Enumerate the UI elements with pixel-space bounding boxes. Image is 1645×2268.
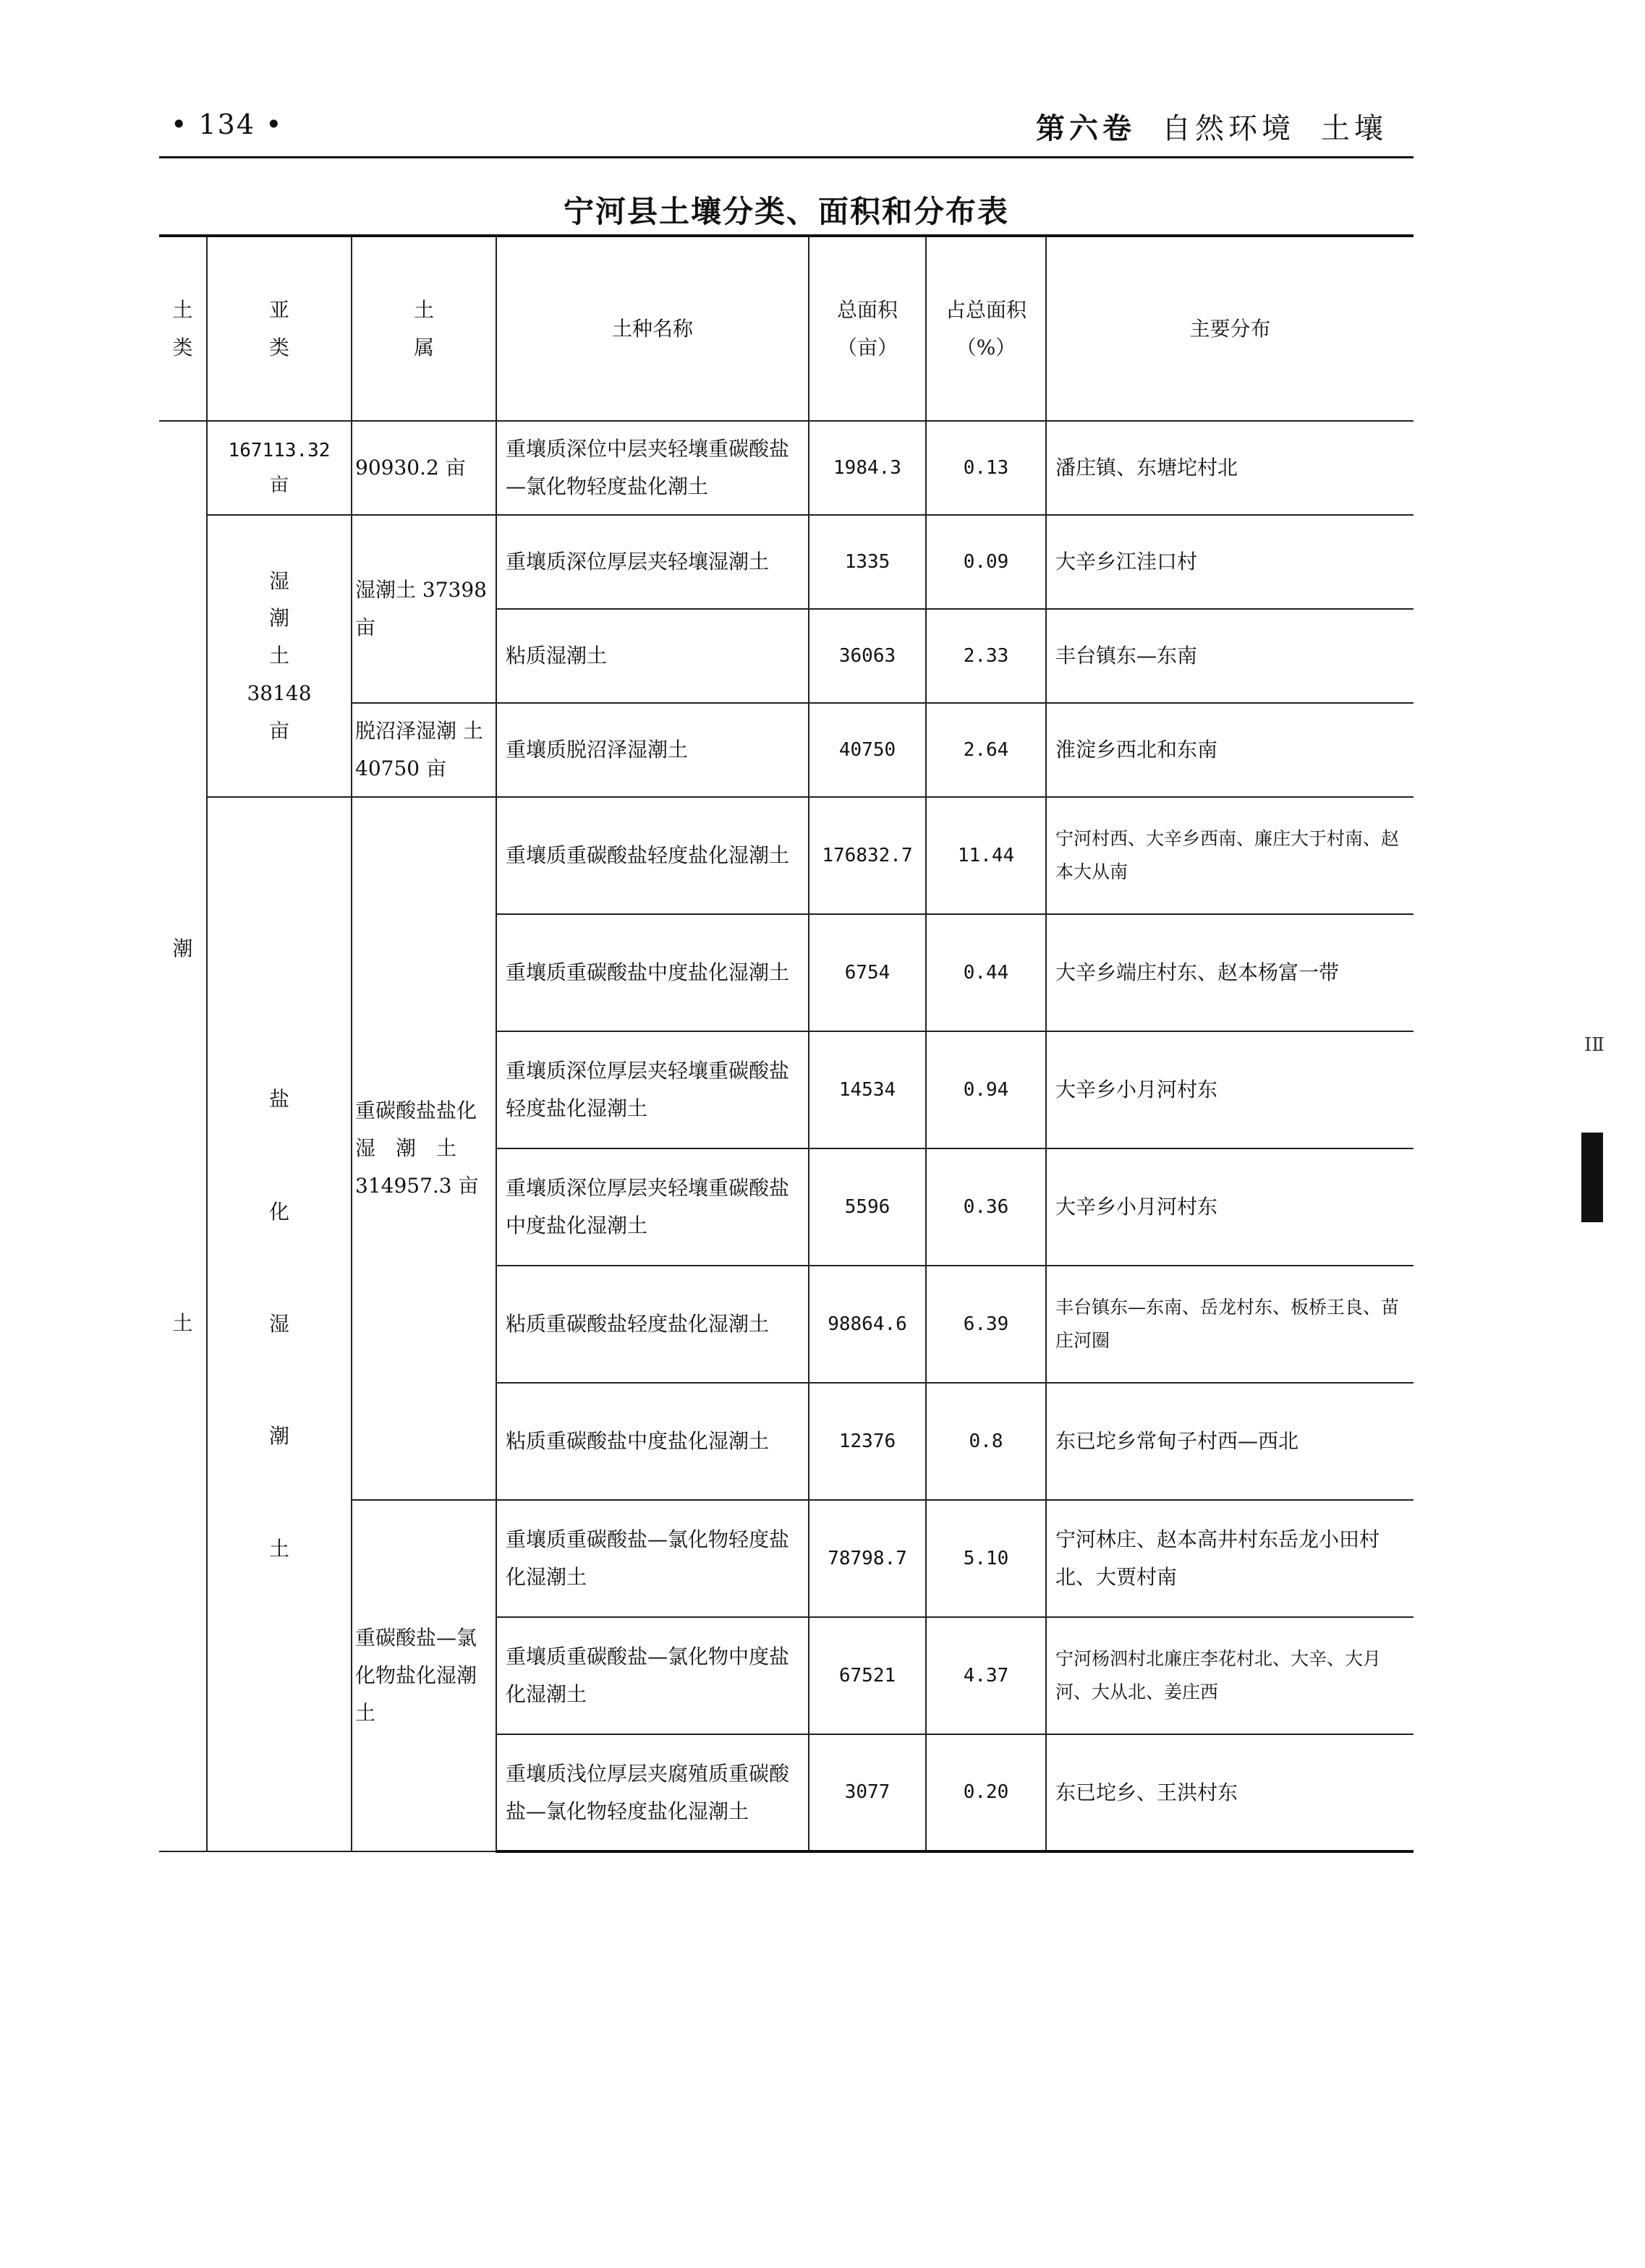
col-soil-class: 土 类 [159,236,207,421]
area-cell: 78798.7 [809,1500,926,1617]
percent-cell: 2.33 [926,609,1046,703]
table-row [159,515,1414,609]
col-subclass: 亚 类 [207,236,352,421]
distribution-cell: 东已坨乡、王洪村东 [1046,1734,1414,1851]
col-species: 土种名称 [496,236,809,421]
percent-cell: 0.94 [926,1031,1046,1148]
percent-cell: 0.20 [926,1734,1046,1851]
species-cell: 重壤质深位中层夹轻壤重碳酸盐—氯化物轻度盐化潮土 [496,421,809,515]
species-cell: 重壤质脱沼泽湿潮土 [496,703,809,797]
distribution-cell: 淮淀乡西北和东南 [1046,703,1414,797]
area-cell: 67521 [809,1617,926,1734]
percent-cell: 0.36 [926,1148,1046,1266]
distribution-cell: 丰台镇东—东南 [1046,609,1414,703]
col-distribution: 主要分布 [1046,236,1414,421]
margin-mark-text: ⅠⅡ [1584,1034,1604,1056]
species-cell: 重壤质深位厚层夹轻壤湿潮土 [496,515,809,609]
section-label: 自然环境 [1162,112,1295,145]
col-genus: 土 属 [352,236,496,421]
genus-cell: 湿潮土 37398 亩 [352,515,496,703]
area-cell: 12376 [809,1383,926,1500]
table-title: 宁河县土壤分类、面积和分布表 [563,194,1009,229]
percent-cell: 5.10 [926,1500,1046,1617]
distribution-cell: 大辛乡小月河村东 [1046,1031,1414,1148]
genus-cell: 重碳酸盐—氯 化物盐化湿潮 土 [352,1500,496,1851]
species-cell: 重壤质深位厚层夹轻壤重碳酸盐中度盐化湿潮土 [496,1148,809,1266]
percent-cell: 0.44 [926,914,1046,1031]
distribution-cell: 东已坨乡常甸子村西—西北 [1046,1383,1414,1500]
distribution-cell: 宁河村西、大辛乡西南、廉庄大于村南、赵本大从南 [1046,797,1414,914]
area-cell: 14534 [809,1031,926,1148]
page-edge-tab [1581,1133,1603,1222]
header-rule [159,156,1414,158]
distribution-cell: 宁河林庄、赵本高井村东岳龙小田村北、大贾村南 [1046,1500,1414,1617]
species-cell: 粘质重碳酸盐中度盐化湿潮土 [496,1383,809,1500]
subclass-cell: 盐 化 湿 潮 土 [207,797,352,1851]
species-cell: 重壤质重碳酸盐轻度盐化湿潮土 [496,797,809,914]
percent-cell: 0.8 [926,1383,1046,1500]
subclass-cell: 167113.32 亩 [207,421,352,515]
area-cell: 1984.3 [809,421,926,515]
soil-classification-table [159,234,1414,1853]
table-row [159,797,1414,914]
percent-cell: 0.13 [926,421,1046,515]
area-cell: 3077 [809,1734,926,1851]
distribution-cell: 大辛乡江洼口村 [1046,515,1414,609]
percent-cell: 4.37 [926,1617,1046,1734]
genus-cell: 重碳酸盐盐化 湿 潮 土 314957.3 亩 [352,797,496,1500]
species-cell: 重壤质重碳酸盐—氯化物轻度盐化湿潮土 [496,1500,809,1617]
species-cell: 重壤质重碳酸盐中度盐化湿潮土 [496,914,809,1031]
species-cell: 粘质湿潮土 [496,609,809,703]
distribution-cell: 宁河杨泗村北廉庄李花村北、大辛、大月河、大从北、姜庄西 [1046,1617,1414,1734]
area-cell: 40750 [809,703,926,797]
area-cell: 5596 [809,1148,926,1266]
running-head [1036,106,1387,147]
distribution-cell: 大辛乡小月河村东 [1046,1148,1414,1266]
genus-cell: 90930.2 亩 [352,421,496,515]
species-cell: 粘质重碳酸盐轻度盐化湿潮土 [496,1266,809,1383]
distribution-cell: 潘庄镇、东塘坨村北 [1046,421,1414,515]
area-cell: 176832.7 [809,797,926,914]
header-row [159,236,1414,421]
species-cell: 重壤质浅位厚层夹腐殖质重碳酸盐—氯化物轻度盐化湿潮土 [496,1734,809,1851]
area-cell: 6754 [809,914,926,1031]
distribution-cell: 大辛乡端庄村东、赵本杨富一带 [1046,914,1414,1031]
area-cell: 98864.6 [809,1266,926,1383]
percent-cell: 11.44 [926,797,1046,914]
species-cell: 重壤质重碳酸盐—氯化物中度盐化湿潮土 [496,1617,809,1734]
subclass-cell: 湿 潮 土 38148 亩 [207,515,352,797]
col-area: 总面积 （亩） [809,236,926,421]
percent-cell: 6.39 [926,1266,1046,1383]
col-percent: 占总面积 （%） [926,236,1046,421]
percent-cell: 2.64 [926,703,1046,797]
chapter-label: 土壤 [1321,112,1387,145]
area-cell: 36063 [809,609,926,703]
area-cell: 1335 [809,515,926,609]
table-row [159,421,1414,515]
volume-label: 第六卷 [1036,111,1136,145]
soil-class-cell: 潮 土 [159,421,207,1851]
genus-cell: 脱沼泽湿潮 土 40750 亩 [352,703,496,797]
species-cell: 重壤质深位厚层夹轻壤重碳酸盐轻度盐化湿潮土 [496,1031,809,1148]
distribution-cell: 丰台镇东—东南、岳龙村东、板桥王良、苗庄河圈 [1046,1266,1414,1383]
page-number: • 134 • [171,108,284,140]
percent-cell: 0.09 [926,515,1046,609]
